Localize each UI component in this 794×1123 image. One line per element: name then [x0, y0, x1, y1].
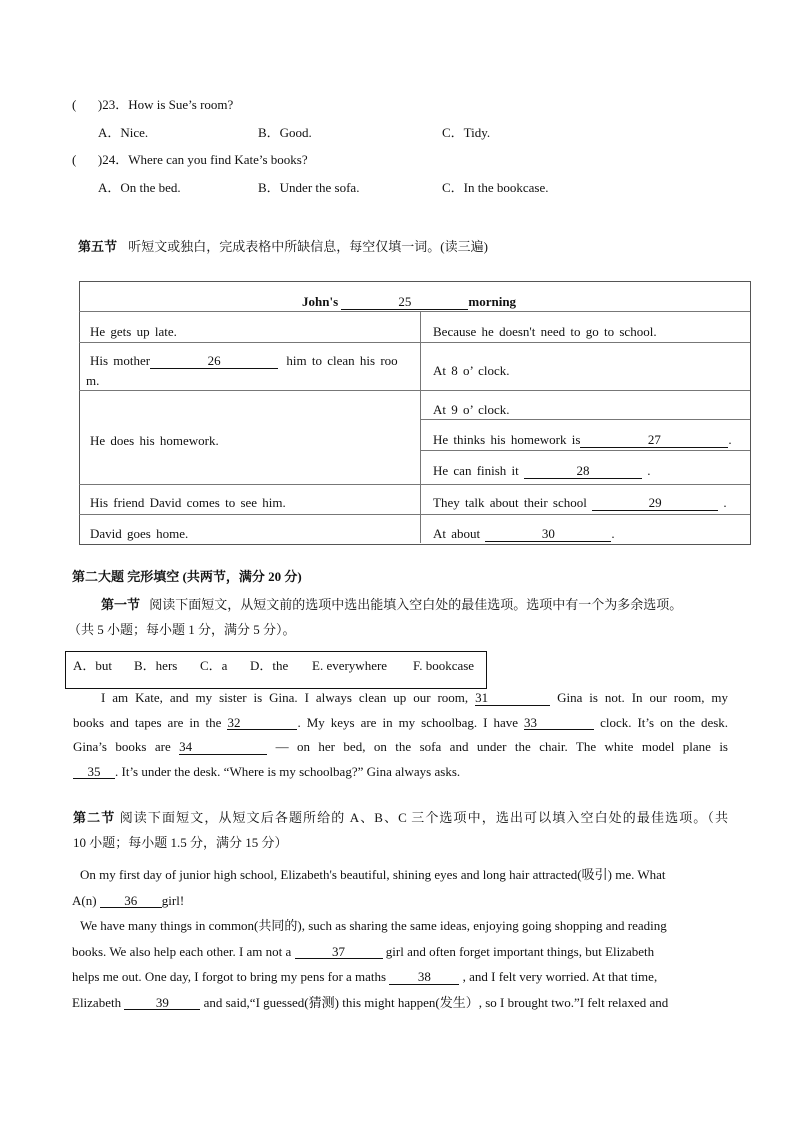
table-divider — [79, 390, 750, 391]
section1-label: 第一节 — [101, 597, 141, 612]
table-row5-right: At about 30 . — [433, 526, 615, 541]
passage-line: We have many things in common(共同的), such as sharing the same ideas, enjoying going shopping and reading — [80, 918, 667, 933]
answer-paren-open: ( — [72, 152, 77, 167]
q23-option-a: A．Nice. — [98, 125, 149, 140]
passage-line: Gina’s books are 34 — on her bed, on the sofa and under the chair. The white model plane is — [73, 739, 728, 754]
cloze-passage-1 — [73, 686, 728, 784]
blank-34: 34 — [179, 740, 267, 755]
blank-25: 25 — [341, 295, 468, 310]
q24-option-a: A．On the bed. — [98, 180, 181, 195]
blank-26: 26 — [150, 354, 278, 369]
table-row3-left: He does his homework. — [90, 433, 219, 448]
passage-line: 35 . It’s under the desk. “Where is my schoolbag?” Gina always asks. — [73, 760, 728, 785]
cloze-passage-2 — [72, 862, 728, 1015]
section5-heading — [78, 240, 488, 253]
word-option-d: D．the — [250, 658, 289, 673]
passage-line: I am Kate, and my sister is Gina. I always clean up our room, 31 Gina is not. In our room, my — [101, 690, 729, 705]
table-row2-left-wrap: m. — [86, 373, 100, 388]
table-row2-right: At 8 o’ clock. — [433, 363, 510, 378]
section5-instruction: 听短文或独白，完成表格中所缺信息，每空仅填一词。(读三遍) — [128, 239, 488, 254]
question-text: How is Sue’s room? — [128, 97, 234, 112]
table-divider — [420, 450, 750, 451]
table-divider — [79, 514, 750, 515]
blank-31: 31 — [475, 691, 550, 706]
part2-section2-instruction: 第二节 阅读下面短文，从短文后各题所给的 A、B、C 三个选项中，选出可以填入空白处的最佳选项。（共 10 小题；每小题 1.5 分，满分 15 分） — [73, 810, 729, 850]
table-row3-right1: At 9 o’ clock. — [433, 402, 510, 417]
table-title: John's 25 morning — [302, 294, 517, 309]
passage-line: books. We also help each other. I am not a 37 girl and often forget important things, but Elizabeth — [72, 943, 655, 959]
table-divider — [79, 342, 750, 343]
question-text: Where can you find Kate’s books? — [128, 152, 308, 167]
table-row3-right2: He thinks his homework is 27 . — [433, 432, 732, 447]
passage-line: On my first day of junior high school, Elizabeth's beautiful, shining eyes and long hair attracted(吸引) me. What — [80, 867, 666, 882]
table-divider — [79, 311, 750, 312]
q24-option-c: C．In the bookcase. — [442, 180, 549, 195]
blank-36: 36 — [100, 894, 162, 909]
passage-line: A(n) 36 girl! — [72, 892, 185, 908]
passage-line: Elizabeth 39 and said,“I guessed(猜测) this might happen(发生）, so I brought two.”I felt relaxed and — [72, 994, 669, 1010]
question-23 — [72, 98, 233, 111]
part2-section1-scoring: （共 5 小题；每小题 1 分，满分 5 分）。 — [68, 622, 296, 637]
section5-label: 第五节 — [78, 239, 118, 254]
word-option-f: F. bookcase — [413, 658, 475, 673]
question-24 — [72, 153, 308, 166]
question-number: 24． — [102, 152, 129, 167]
passage-line: helps me out. One day, I forgot to bring my pens for a maths 38 , and I felt very worried. At that time, — [72, 969, 658, 984]
blank-39: 39 — [124, 996, 200, 1011]
word-option-b: B．hers — [134, 658, 178, 673]
table-row2-left: His mother 26 him to clean his roo — [90, 353, 398, 368]
table-row3-right3: He can finish it 28 . — [433, 463, 651, 478]
answer-paren-close: ) — [97, 152, 103, 167]
word-option-a: A．but — [73, 658, 113, 673]
table-row4-left: His friend David comes to see him. — [90, 495, 286, 510]
q23-option-c: C．Tidy. — [442, 125, 491, 140]
part2-heading: 第二大题 完形填空 (共两节，满分 20 分) — [72, 569, 302, 584]
answer-paren-close: ) — [97, 97, 103, 112]
section2-label: 第二节 — [73, 810, 116, 825]
blank-35: 35 — [73, 765, 115, 780]
table-row1-left: He gets up late. — [90, 324, 177, 339]
table-row1-right: Because he doesn't need to go to school. — [433, 324, 657, 339]
blank-38: 38 — [389, 970, 459, 985]
passage-line: books and tapes are in the 32 . My keys are in my schoolbag. I have 33 clock. It’s on the desk. — [73, 714, 729, 730]
blank-28: 28 — [524, 464, 642, 479]
table-row4-right: They talk about their school 29 . — [433, 495, 727, 510]
table-column-divider — [420, 311, 421, 543]
q24-option-b: B．Under the sofa. — [258, 180, 360, 195]
table-row5-left: David goes home. — [90, 526, 189, 541]
question-number: 23． — [102, 97, 129, 112]
word-option-e: E. everywhere — [312, 658, 388, 673]
blank-37: 37 — [295, 945, 383, 960]
answer-paren-open: ( — [72, 97, 77, 112]
word-option-c: C．a — [200, 658, 228, 673]
blank-33: 33 — [524, 716, 594, 731]
blank-29: 29 — [592, 496, 718, 511]
blank-27: 27 — [580, 433, 728, 448]
blank-32: 32 — [227, 716, 297, 731]
q23-option-b: B．Good. — [258, 125, 312, 140]
part2-section1-instruction: 第一节 阅读下面短文，从短文前的选项中选出能填入空白处的最佳选项。选项中有一个为多余选项。 — [101, 597, 683, 612]
table-divider — [79, 484, 750, 485]
table-divider — [420, 419, 750, 420]
blank-30: 30 — [485, 527, 611, 542]
